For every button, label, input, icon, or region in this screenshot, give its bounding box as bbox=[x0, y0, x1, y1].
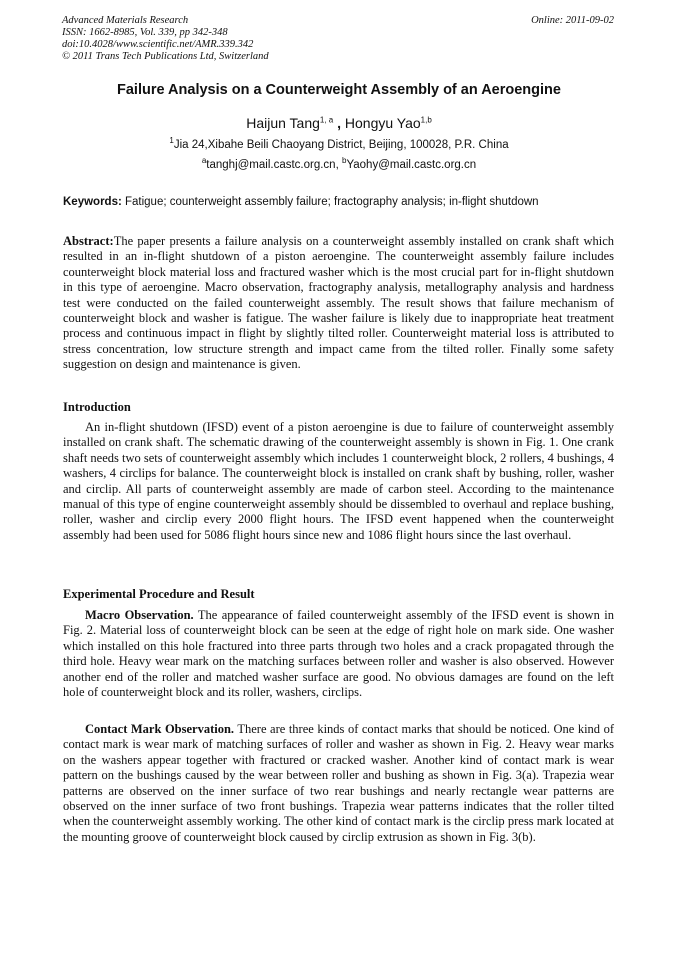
emails bbox=[0, 156, 678, 171]
abstract-text: The paper presents a failure analysis on a counterweight assembly installed on crank shaft which resulted in an in-flight shutdown of a piston aeroengine. The counterweight assembly failure includes counterweight block material loss and fractured washer which is the most crucial part for in-flight shutdown in this type of aeroengine. Macro observation, fractography analysis, metallography analysis and hardness test were conducted on the failed counterweight assembly. The result shows that failure mechanism of counterweight block and washer is fatigue. The washer failure is likely due to inappropriate heat treatment process and continuous impact in flight by slightly tilted roller. Counterweight material loss is attributed to stress concentration, low structure strength and impact came from the tilted roller. Finally some safety suggestion on design and maintenance is given. bbox=[63, 234, 614, 372]
contact-mark-paragraph bbox=[63, 722, 614, 845]
author-2: Hongyu Yao bbox=[344, 115, 421, 131]
keywords bbox=[63, 196, 616, 208]
abstract bbox=[63, 234, 614, 373]
macro-observation-label: Macro Observation. bbox=[85, 608, 194, 622]
issn-line: ISSN: 1662-8985, Vol. 339, pp 342-348 bbox=[62, 27, 228, 38]
contact-mark-text: There are three kinds of contact marks that should be noticed. One kind of contact mark is wear mark of matching surfaces of roller and washer as shown in Fig. 2. Heavy wear marks on the washers appear together with fractured or cracked washer. Another kind of contact mark is wear pattern on the bushings caused by the wear between roller and bushing as shown in Fig. 3(a). Trapezia wear patterns are observed on the inner surface of two rear bushings and nearly rectangle wear patterns are observed on the inner surface of two front bushings. Trapezia wear patterns indicates that the roller tilted when the counterweight assembly working. The other kind of contact mark is the circlip press mark located at the mounting groove of counterweight block caused by circlip extrusion as shown in Fig. 3(b). bbox=[63, 722, 614, 844]
keywords-text: Fatigue; counterweight assembly failure; fractography analysis; in-flight shutdown bbox=[121, 196, 539, 208]
copyright-line: © 2011 Trans Tech Publications Ltd, Switzerland bbox=[62, 51, 269, 62]
affiliation-text: Jia 24,Xibahe Beili Chaoyang District, Beijing, 100028, P.R. China bbox=[173, 139, 509, 151]
doi-line: doi:10.4028/www.scientific.net/AMR.339.342 bbox=[62, 39, 254, 50]
author-line bbox=[0, 115, 678, 131]
introduction-heading: Introduction bbox=[63, 400, 131, 414]
page-header bbox=[62, 15, 614, 63]
author-1-affil: 1, a bbox=[319, 115, 334, 125]
author-separator: , bbox=[333, 115, 345, 131]
paper-title: Failure Analysis on a Counterweight Assembly of an Aeroengine bbox=[117, 82, 561, 98]
keywords-label: Keywords: bbox=[63, 196, 122, 208]
macro-observation-text: The appearance of failed counterweight assembly of the IFSD event is shown in Fig. 2. Material loss of counterweight block can be seen at the edge of right hole on mark side. One washer which installed on this hole fractured into three parts through two holes and a crack propagated through the third hole. Heavy wear mark on the matching surfaces between roller and washer is also observed. However another end of the roller and matched washer surface are good. No obvious damages are found on the left hole of counterweight block and its roller, washers, circlips. bbox=[63, 608, 614, 700]
email-b: Yaohy@mail.castc.org.cn bbox=[346, 159, 477, 171]
author-1: Haijun Tang bbox=[246, 115, 320, 131]
author-2-affil: 1,b bbox=[420, 115, 432, 125]
macro-observation-paragraph bbox=[63, 608, 614, 700]
experimental-heading: Experimental Procedure and Result bbox=[63, 587, 255, 601]
abstract-label: Abstract: bbox=[63, 234, 114, 248]
introduction-paragraph: An in-flight shutdown (IFSD) event of a piston aeroengine is due to failure of counterweight assembly installed on crank shaft. The schematic drawing of the counterweight assembly is shown in Fig. 1. One crank shaft needs two sets of counterweight assembly which includes 1 counterweight block, 2 rollers, 4 bushings, 4 washers, 4 circlips for balance. The counterweight block is installed on crank shaft by bushing, roller, washer and circlip. All parts of counterweight assembly are made of carbon steel. According to the maintenance manual of this type of engine counterweight assembly should be dissembled to overhaul and replace bushing, roller, washer and circlip every 2000 flight hours. The IFSD event happened when the counterweight assembly had been used for 5086 flight hours since new and 1086 flight hours since the last overhaul. bbox=[63, 420, 614, 542]
online-date: Online: 2011-09-02 bbox=[531, 15, 614, 26]
email-a-sup: a bbox=[201, 156, 207, 166]
affiliation-sup: 1 bbox=[169, 136, 174, 146]
journal-name: Advanced Materials Research bbox=[62, 15, 189, 26]
email-a: tanghj@mail.castc.org.cn, bbox=[206, 159, 342, 171]
contact-mark-label: Contact Mark Observation. bbox=[85, 722, 235, 736]
email-b-sup: b bbox=[341, 156, 347, 166]
affiliation bbox=[0, 136, 678, 151]
